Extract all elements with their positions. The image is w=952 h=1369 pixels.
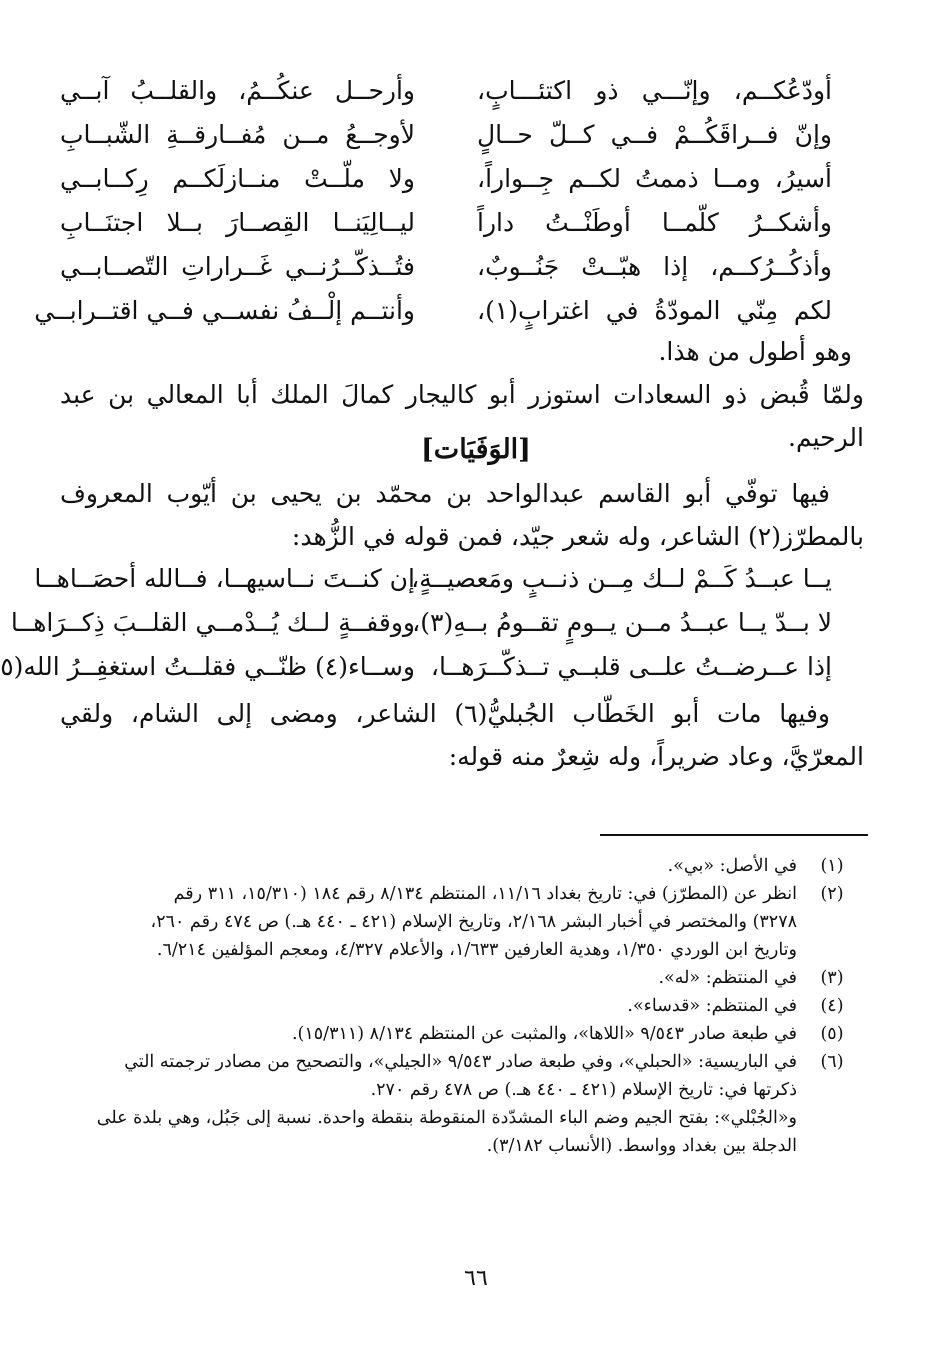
second-hemistich: إن كنــتَ نــاسيهــا، فــالله أحصَــاهــا [34,563,415,593]
footnote-divider [600,834,868,836]
prose-obituary-1 [60,472,864,558]
first-hemistich: أسيرُ، ومــا ذممتُ لكــم جِــواراً، [477,163,832,193]
footnote-line: في المنتظم: «قدساء». [627,996,797,1016]
footnote-line: و«الجُبْلي»: بفتح الجيم وضم الباء المشدّدة المنقوطة بنقطة واحدة. نسبة إلى جَبُل، وهي بلدة على [96,1108,797,1128]
second-hemistich: فتُــذكّــرُنــي غَــراراتِ التّصــابــي [60,251,415,281]
paragraph: وهو أطول من هذا. [658,337,852,366]
footnote-line: الدجلة بين بغداد وواسط. (الأنساب ٣/١٨٢). [486,1136,797,1156]
first-hemistich: وأشكــرُ كلّمــا أوطَنْــتُ داراً [477,207,832,237]
footnote-line: في طبعة صادر ٩/٥٤٣ «اللاها»، والمثبت عن المنتظم ٨/١٣٤ (١٥/٣١١). [291,1024,797,1044]
second-hemistich: وأرحــل عنكُــمُ، والقلــبُ آبــي [60,75,415,105]
footnote-text [70,992,797,1020]
footnote [70,964,867,992]
footnote-text [70,964,797,992]
first-hemistich: لا بــدّ يــا عبــدُ مــن يــومٍ تقــومُ بــهِ(٣)، [412,607,832,637]
footnote-line: ذكرتها في: تاريخ الإسلام (٤٢١ ـ ٤٤٠ هـ.) ص ٤٧٨ رقم ٢٧٠. [370,1080,797,1100]
section-heading: [الوَفَيَات] [421,434,531,465]
footnote [70,852,867,880]
footnote-number: (٤) [820,996,844,1016]
footnote-number: (٦) [820,1052,844,1072]
footnote-number: (٥) [820,1024,844,1044]
paragraph: ولمّا قُبض ذو السعادات استوزر أبو كاليجار كمالَ الملك أبا المعالي بن عبد الرحيم. [60,380,864,452]
footnote [70,992,867,1020]
verse-line [10,600,832,644]
footnote-number: (١) [820,856,844,876]
verse-line [60,68,832,112]
first-hemistich: وإنّ فــراقَكُــمْ فــي كــلّ حــالٍ [477,119,832,149]
poem-zuhd [0,556,832,688]
first-hemistich: وأذكُــرُكــم، إذا هبّــتْ جَنُــوبٌ، [477,251,832,281]
second-hemistich: ولا ملّــتْ منــازلَكــم رِكــابــي [60,163,415,193]
second-hemistich: وســاء(٤) ظنّــي فقلــتُ استغفِــرُ الله(٥ [0,651,415,681]
first-hemistich: لكم مِنّي المودّةُ في اغترابٍ(١)، [477,295,832,325]
footnote-line: ٣٢٧٨) والمختصر في أخبار البشر ٢/١٦٨، وتاريخ الإسلام (٤٢١ ـ ٤٤٠ هـ.) ص ٤٧٤ رقم ٢٦٠، [150,912,797,932]
footnote-line: في الباريسية: «الحبلي»، وفي طبعة صادر ٩/٥٤٣ «الجيلي»، والتصحيح من مصادر ترجمته التي [124,1052,797,1072]
poem-top [34,68,832,332]
footnote [70,880,867,964]
verse-line [34,556,832,600]
footnote-text [70,880,797,964]
verse-line [60,156,832,200]
footnote-text [70,1020,797,1048]
verse-line [60,200,832,244]
footnote-line: في الأصل: «بي». [667,856,797,876]
first-hemistich: يــا عبــدُ كَــمْ لــك مِــن ذنــبٍ ومَعصيــةٍ، [411,563,832,593]
page-number: ٦٦ [464,1266,488,1291]
paragraph: فيها توفّي أبو القاسم عبدالواحد بن محمّد بن يحيى بن أيّوب المعروف بالمطرّز(٢) الشاعر، وله شعر جيّد، فمن قوله في الزُّهد: [60,479,864,551]
verse-line [34,288,832,332]
footnote-text [70,1048,797,1160]
footnote-number: (٣) [820,968,844,988]
second-hemistich: ليــالِيَنــا القِصــارَ بــلا اجتنَــابِ [60,207,415,237]
second-hemistich: ووقفــةٍ لــك يُــدْمــي القلــبَ ذِكــرَاهــا [10,607,415,637]
verse-line [60,244,832,288]
footnote [70,1020,867,1048]
verse-line [60,112,832,156]
footnote [70,1048,867,1160]
first-hemistich: أودّعُكــم، وإنّـــي ذو اكتئـــابٍ، [477,75,832,105]
second-hemistich: لأوجــعُ مــن مُفــارقــةِ الشّبــابِ [60,119,415,149]
footnote-line: انظر عن (المطرّز) في: تاريخ بغداد ١١/١٦، المنتظم ٨/١٣٤ رقم ١٨٤ (١٥/٣١٠، ٣١١ رقم [173,884,797,904]
footnote-number: (٢) [820,884,844,904]
second-hemistich: وأنتــم إلْــفُ نفســي فــي اقتــرابــي [34,295,415,325]
footnote-text [70,852,797,880]
paragraph: وفيها مات أبو الخَطّاب الجُبليُّ(٦) الشاعر، ومضى إلى الشام، ولقي المعرّيَّ، وعاد ضريراً، وله شِعرٌ منه قوله: [60,699,864,771]
footnote-line: في المنتظم: «له». [658,968,797,988]
verse-line [0,644,832,688]
footnote-line: وتاريخ ابن الوردي ١/٣٥٠، وهدية العارفين ١/٦٣٣، والأعلام ٤/٣٢٧، ومعجم المؤلفين ٦/٢١٤. [156,940,797,960]
first-hemistich: إذا عــرضــتُ علــى قلبــي تــذكّــرَهــا، [430,651,832,681]
prose-obituary-2 [60,692,864,778]
footnotes [70,852,867,1160]
